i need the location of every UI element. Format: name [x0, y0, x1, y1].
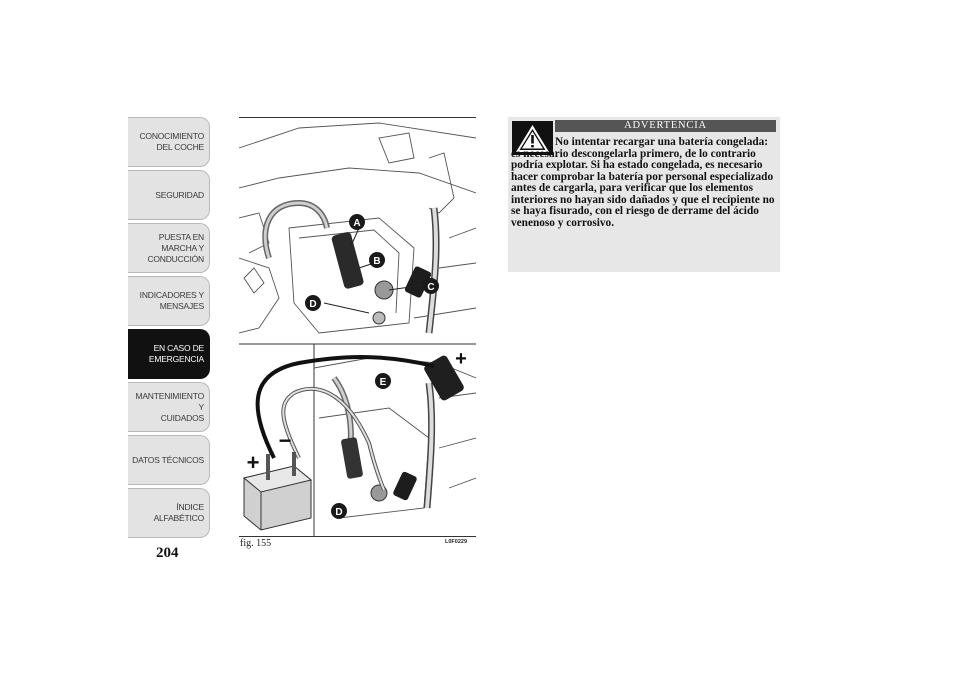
tab-indicadores-y-mensajes[interactable]	[128, 276, 210, 326]
tab-puesta-en-marcha[interactable]	[128, 223, 210, 273]
callout-d	[305, 295, 321, 311]
svg-text:D: D	[309, 299, 317, 310]
tab-label: MANTENIMIENTO Y CUIDADOS	[135, 390, 204, 423]
page-number: 204	[156, 545, 179, 561]
figure-caption: fig. 155	[240, 538, 272, 549]
svg-text:A: A	[353, 218, 361, 229]
tab-label: ÍNDICE ALFABÉTICO	[153, 502, 204, 523]
tab-datos-tecnicos[interactable]	[128, 435, 210, 485]
plus-sign-engine: +	[455, 348, 467, 370]
callout-c	[423, 278, 439, 294]
tab-en-caso-de-emergencia[interactable]	[128, 329, 210, 379]
warning-title: ADVERTENCIA	[555, 120, 776, 132]
warning-text: No intentar recargar una batería congelada: es necesario descongelarla primero, de lo contrario podría explotar. Si ha estado congelada, es necesario hacer comprobar la batería por personal especializado antes de cargarla, para verificar que los elementos interiores no hayan sido dañados y que el recipiente no se haya fisurado, con el riesgo de derrame del ácido venenoso y corrosivo.	[511, 136, 775, 229]
plus-sign-battery: +	[246, 450, 260, 475]
callout-e	[375, 373, 391, 389]
tab-conocimiento-del-coche[interactable]	[128, 117, 210, 167]
svg-text:E: E	[379, 377, 387, 388]
minus-sign-battery: −	[278, 428, 292, 453]
svg-text:D: D	[335, 507, 343, 518]
callout-d-lower	[331, 503, 347, 519]
engine-illustration	[239, 118, 476, 536]
callout-b	[369, 252, 385, 268]
warning-box	[508, 117, 780, 272]
tab-label: PUESTA EN MARCHA Y CONDUCCIÓN	[147, 231, 204, 264]
tab-label: CONOCIMIENTO DEL COCHE	[139, 131, 204, 152]
figure-jump-start	[239, 117, 476, 537]
tab-label: DATOS TÉCNICOS	[132, 454, 204, 465]
svg-text:C: C	[427, 282, 435, 293]
terminal-clamp-b	[331, 231, 365, 289]
tab-mantenimiento-y-cuidados[interactable]	[128, 382, 210, 432]
tab-label: INDICADORES Y MENSAJES	[139, 290, 204, 311]
figure-code: L0F0229	[445, 539, 468, 545]
tab-label: EN CASO DE EMERGENCIA	[148, 343, 204, 364]
svg-text:B: B	[373, 256, 381, 267]
tab-indice-alfabetico[interactable]	[128, 488, 210, 538]
tab-label: SEGURIDAD	[155, 189, 204, 200]
callout-a	[349, 214, 365, 230]
tab-seguridad[interactable]	[128, 170, 210, 220]
